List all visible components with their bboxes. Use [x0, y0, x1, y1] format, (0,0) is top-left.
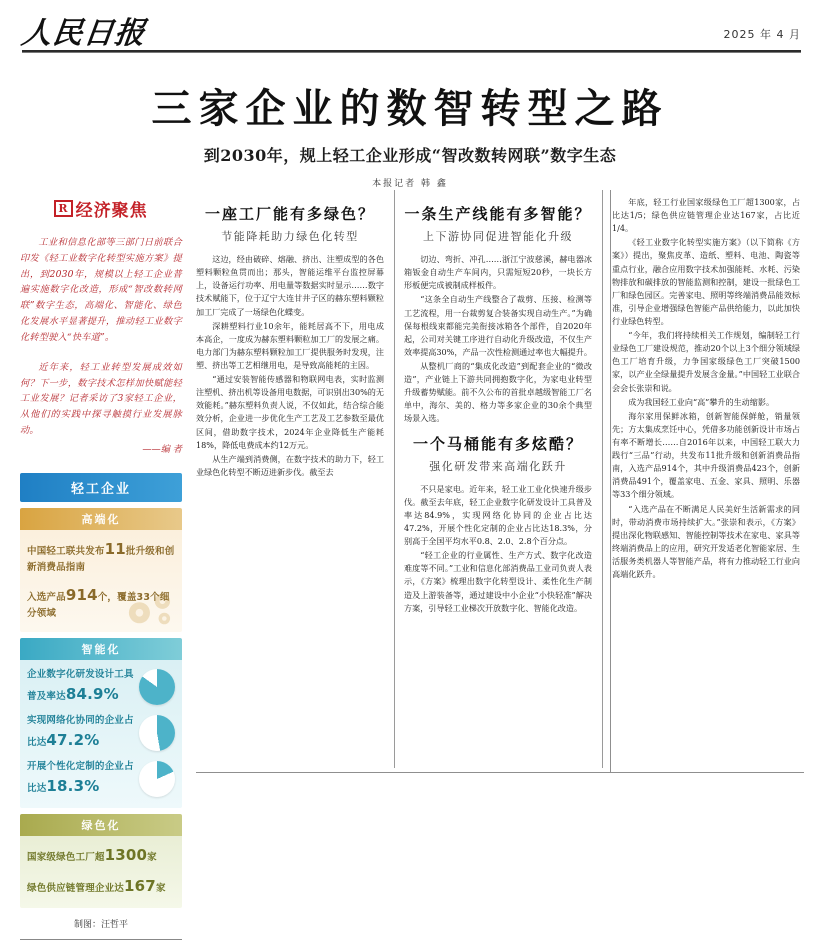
infographic-band-label: 智能化 [20, 638, 182, 660]
article-paragraph: “通过安装智能传感器和物联网电表，实时监测注塑机、挤出机等设备用电数据，可识别出30%的无效能耗。”赫东塑料负责人说，不仅如此，结合综合能效分析，企业进一步优化生产工艺及工艺参数至最优区间，借助数字技术，2024年企业降低生产能耗18%，降低电费成本约12万元。 [196, 374, 384, 450]
economy-focus-header [20, 196, 182, 221]
column-divider-1 [394, 190, 395, 768]
article-paragraph: 深耕塑料行业10余年，能耗居高不下，用电成本高企，一度成为赫东塑料颗粒加工厂的发展之痛。电力部门为赫东塑料颗粒加工厂提供服务时发现，注塑、挤出等工艺相继用电，是导致高能耗的主因。 [196, 320, 384, 370]
infographic-stat-text: 中国轻工联共发布11批升级和创新消费品指南 [27, 539, 175, 574]
infographic-stat-text: 国家级绿色工厂超1300家 [27, 845, 157, 864]
article-paragraph: “今年，我们将持续相关工作规划，编制轻工行业绿色工厂建设规范，推动20个以上3个细分领域绿色工厂培育升级，力争国家级绿色工厂突破1500家，以产业全绿量提升发展含金量。”中国轻工业联合会会长张崇和说。 [612, 330, 800, 393]
section-heading-2: 一条生产线能有多智能？ [404, 205, 592, 223]
section-subheading-2: 上下游协同促进智能化升级 [423, 230, 573, 244]
article-column-2 [404, 196, 592, 766]
infographic-stat-text: 入选产品914个，覆盖33个细分领域 [27, 585, 170, 620]
focus-title: 经济聚焦 [75, 201, 148, 221]
right-margin-divider [610, 190, 611, 772]
infographic-stat-text: 企业数字化研发设计工具普及率达84.9% [27, 668, 134, 703]
article-paragraph: “轻工企业的行业属性、生产方式、数字化改造难度等不同。”工业和信息化部消费品工业司负责人表示，《方案》梳理出数字化转型设计、柔性化生产制造及上游装备等，通过建设中小企业“小快轻准”解决方案，引导轻工业梯次开放数字化、智能化改造。 [404, 550, 592, 613]
section-heading-1: 一座工厂能有多绿色？ [204, 205, 375, 223]
infographic-stat-row [27, 760, 175, 798]
masthead-divider [22, 50, 801, 53]
article-paragraph: 从生产端到消费侧，在数字技术的助力下，轻工业绿色化转型不断迈进新步伐。截至去 [196, 453, 384, 477]
section-subheading-1: 节能降耗助力绿色化转型 [221, 230, 359, 244]
article-paragraph: 从整机厂商的“集成化改造”到配套企业的“微改造”，产业链上下游共同拥抱数字化，为家电业转型升级蓄势赋能。前不久公布的首批卓越级智能工厂名单中，海尔、美的、格力等多家企业的30余个典型场景入选。 [404, 360, 592, 424]
article-paragraph: 不只是家电。近年来，轻工业工业化快速升级步伐。截至去年底，轻工企业数字化研发设计工具普及率达84.9%，实现网络化协同的企业占比达47.2%，开展个性化定制的企业占比达18.3%，分别高于全国平均水平0.8、2.0、2.8个百分点。 [404, 483, 592, 547]
infographic-section-绿色化 [20, 814, 182, 909]
editor-note-paragraph-2: 近年来，轻工业转型发展成效如何？下一步，数字技术怎样加快赋能轻工业发展？记者采访了3家轻工企业，从他们的实践中探寻触摸行业发展脉动。 [20, 361, 182, 437]
infographic-section-高端化 [20, 508, 182, 632]
infographic-band-label: 绿色化 [20, 814, 182, 836]
editor-note-paragraph-1: 工业和信息化部等三部门日前联合印发《轻工业数字化转型实施方案》提出，到2030年，规模以上轻工企业普遍实施数字化改造，形成“智改数转网联”数字生态，高端化、智能化、绿色化发展水平显著提升，推动轻工业数字化转型驶入“快车道”。 [20, 237, 182, 343]
article-paragraph: 海尔家用保鲜冰箱，创新智能保鲜舱，销量领先；方太集成烹饪中心，凭借多功能创新设计市场占有率不断增长……自2016年以来，中国轻工联大力践行“三品”行动，共发布11批升级和创新消费品指南，入选产品914个，其中升级消费品423个，创新消费品491个，覆盖家电、五金、家具、照明、乐器等33个细分领域。 [612, 410, 800, 500]
byline: 本报记者 韩 鑫 [372, 179, 448, 189]
infographic-stat-row [27, 584, 175, 622]
infographic-body [20, 530, 182, 632]
publication-date: 2025 年 4 月 [723, 28, 801, 41]
infographic-stat-row [27, 714, 175, 752]
article-paragraph: 这边，经由破碎、熔融、挤出、注塑成型的各色塑料颗粒鱼贯而出；那头，智能运维平台监控屏幕上，设备运行功率、用电量等数据实时显示……数字技术赋能下，位于辽宁大连甘井子区的赫东塑料颗粒加工厂完成了一场绿色化蝶变。 [196, 254, 384, 317]
infographic-pie-chart [139, 715, 175, 751]
infographic-body [20, 660, 182, 808]
infographic-stat-row [27, 875, 175, 898]
article-paragraph: “入选产品在不断满足人民美好生活新需求的同时，带动消费市场持续扩大。”张崇和表示，《方案》提出深化物联感知、智能控制等技术在家电、家具等终端消费品上的应用，研究开发适老化智能家居、生活服务类机器人等智能产品，将有力推动轻工行业向高端化跃升。 [612, 503, 800, 580]
focus-badge-icon: R [54, 200, 72, 217]
sidebar [20, 196, 182, 940]
column-1-body [196, 253, 384, 479]
infographic-stat-row [27, 668, 175, 706]
infographic-credit: 制图：汪哲平 [73, 920, 128, 931]
article-columns [196, 196, 804, 766]
article-paragraph: 切边、弯折、冲孔……浙江宁波慈溪，赫电器冰箱钣金自动生产车间内，只需短短20秒，一块长方形板便完成被制成样板件。 [404, 254, 592, 291]
infographic-band-label: 高端化 [20, 508, 182, 530]
column-divider-2 [602, 190, 603, 768]
article-paragraph: 《轻工业数字化转型实施方案》（以下简称《方案》）提出，聚焦皮革、造纸、塑料、电池、陶瓷等重点行业，融合应用数字技术加强能耗、水耗、污染物排放和碳排放的智能监测和控制，建设一批绿色工厂和绿色园区。完善家电、照明等终端消费品能效标准，引导企业增强绿色智能产品供给能力，以此加快行业绿色转型。 [612, 237, 800, 326]
article-column-1 [196, 196, 384, 766]
editor-signature: ——编 者 [142, 443, 182, 455]
infographic-section-智能化 [20, 638, 182, 808]
column-3-body [612, 196, 800, 581]
infographic-stat-text: 实现网络化协同的企业占比达47.2% [27, 714, 134, 749]
page-title: 三家企业的数智转型之路 [151, 86, 669, 132]
column-2-top-body [404, 202, 592, 615]
section-heading-3: 一个马桶能有多炫酷？ [412, 434, 583, 453]
infographic-title: 轻工企业 [20, 473, 182, 502]
infographic-stat-row [27, 844, 175, 867]
infographic-stat-text: 绿色供应链管理企业达167家 [27, 877, 166, 896]
infographic-stat-text: 开展个性化定制的企业占比达18.3% [27, 760, 134, 795]
infographic-sections [20, 508, 182, 908]
article-paragraph: 年底，轻工行业国家级绿色工厂超1300家，占比达1/5；绿色供应链管理企业达167家，占比近1/4。 [612, 197, 800, 234]
headline-block [150, 86, 670, 189]
infographic-pie-chart [139, 669, 175, 705]
article-paragraph: 成为我国轻工业向“高”攀升的生动缩影。 [628, 396, 775, 407]
article-paragraph: “这条全自动生产线整合了裁剪、压接、检测等工艺流程，用一台裁剪复合装备实现自动生产。”为确保每根线束都能完美衔接冰箱各个部件，自2020年起，公司对关键工序进行自动化升级改造，不仅生产效率提高30%，产品一次性检测通过率也大幅提升。 [404, 294, 592, 357]
masthead [0, 0, 823, 58]
infographic-stat-row [27, 538, 175, 576]
page-subtitle: 到2030年，规上轻工企业形成“智改数转网联”数字生态 [203, 146, 617, 165]
infographic-body [20, 836, 182, 909]
infographic-card [20, 473, 182, 940]
article-column-3 [612, 196, 800, 766]
newspaper-logo: 人民日报 [19, 16, 148, 51]
bottom-divider [196, 772, 804, 773]
section-subheading-3: 强化研发带来高端化跃升 [429, 459, 567, 473]
infographic-pie-chart [139, 761, 175, 797]
